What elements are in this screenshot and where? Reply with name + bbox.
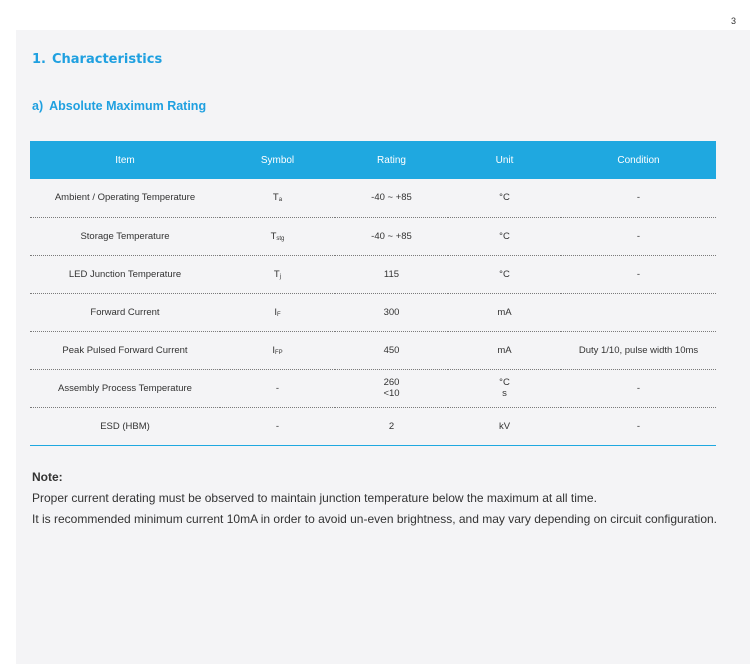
subsection-number: a) xyxy=(32,99,44,113)
unit-line: kV xyxy=(498,420,511,432)
cell-rating xyxy=(335,179,448,217)
cell-unit xyxy=(448,331,561,369)
page-number: 3 xyxy=(730,16,736,26)
cell-symbol xyxy=(220,255,335,293)
cell-unit xyxy=(448,179,561,217)
rating-line: <10 xyxy=(383,388,400,399)
symbol-base: T xyxy=(272,192,279,204)
cell-symbol xyxy=(220,293,335,331)
unit-line: s xyxy=(502,388,507,399)
symbol-subscript: F xyxy=(276,311,281,318)
cell-symbol xyxy=(220,369,335,407)
rating-line: 2 xyxy=(388,420,395,432)
absolute-maximum-rating-table xyxy=(30,141,716,446)
document-sheet xyxy=(16,30,750,664)
unit-line: °C xyxy=(499,377,510,388)
subsection-heading xyxy=(32,99,206,113)
rating-line: 300 xyxy=(383,306,400,318)
cell-unit xyxy=(448,217,561,255)
cell-rating xyxy=(335,255,448,293)
cell-rating xyxy=(335,369,448,407)
column-header-symbol: Symbol xyxy=(260,154,295,166)
unit-line: °C xyxy=(499,268,510,280)
symbol-base: I xyxy=(272,344,275,356)
cell-unit xyxy=(448,293,561,331)
unit-line: mA xyxy=(497,344,512,356)
cell-symbol xyxy=(220,217,335,255)
section-heading xyxy=(32,52,162,67)
cell-symbol xyxy=(220,407,335,445)
section-title: Characteristics xyxy=(51,52,163,67)
cell-symbol xyxy=(220,179,335,217)
table-row xyxy=(30,179,716,217)
cell-item: Peak Pulsed Forward Current xyxy=(30,331,220,369)
symbol-base: I xyxy=(274,306,277,318)
cell-item: Assembly Process Temperature xyxy=(30,369,220,407)
cell-condition: - xyxy=(561,217,716,255)
cell-item: ESD (HBM) xyxy=(30,407,220,445)
rating-line: 450 xyxy=(383,344,400,356)
unit-line: mA xyxy=(497,306,512,318)
symbol-subscript: j xyxy=(279,273,282,280)
unit-line: °C xyxy=(499,192,510,204)
cell-unit xyxy=(448,407,561,445)
column-header-condition: Condition xyxy=(617,154,660,166)
rating-line: 115 xyxy=(383,268,400,280)
symbol-base: - xyxy=(275,420,280,432)
table-row xyxy=(30,369,716,407)
symbol-subscript: stg xyxy=(276,235,285,242)
cell-condition: - xyxy=(561,255,716,293)
cell-rating xyxy=(335,407,448,445)
table-row xyxy=(30,255,716,293)
cell-condition: - xyxy=(561,179,716,217)
cell-condition: - xyxy=(561,407,716,445)
symbol-subscript: a xyxy=(278,197,283,204)
column-header-unit: Unit xyxy=(495,154,514,166)
table-row xyxy=(30,407,716,445)
rating-line: -40 ~ +85 xyxy=(371,230,412,242)
cell-condition: Duty 1/10, pulse width 10ms xyxy=(561,331,716,369)
cell-condition xyxy=(561,293,716,331)
cell-rating xyxy=(335,331,448,369)
symbol-base: T xyxy=(270,230,277,242)
cell-item: Storage Temperature xyxy=(30,217,220,255)
cell-rating xyxy=(335,293,448,331)
symbol-base: T xyxy=(273,268,280,280)
unit-line: °C xyxy=(499,230,510,242)
note-title: Note: xyxy=(32,470,63,484)
note-line: Proper current derating must be observed to maintain junction temperature below the maximum at all time. xyxy=(32,491,597,505)
cell-rating xyxy=(335,217,448,255)
table-row xyxy=(30,293,716,331)
subsection-title: Absolute Maximum Rating xyxy=(49,99,207,113)
cell-item: Forward Current xyxy=(30,293,220,331)
table-row xyxy=(30,331,716,369)
table-row xyxy=(30,217,716,255)
cell-condition: - xyxy=(561,369,716,407)
cell-symbol xyxy=(220,331,335,369)
symbol-subscript: FP xyxy=(274,349,283,356)
cell-item: LED Junction Temperature xyxy=(30,255,220,293)
note-line: It is recommended minimum current 10mA in order to avoid un-even brightness, and may vary depending on circuit configuration. xyxy=(32,512,718,526)
section-number: 1. xyxy=(32,52,46,67)
column-header-rating: Rating xyxy=(377,154,406,166)
cell-unit xyxy=(448,255,561,293)
note-block xyxy=(32,467,750,530)
table-header-row xyxy=(30,141,716,179)
column-header-item: Item xyxy=(115,154,135,166)
cell-unit xyxy=(448,369,561,407)
rating-line: -40 ~ +85 xyxy=(371,192,412,204)
cell-item: Ambient / Operating Temperature xyxy=(30,179,220,217)
symbol-base: - xyxy=(275,382,280,394)
rating-line: 260 xyxy=(383,377,400,388)
